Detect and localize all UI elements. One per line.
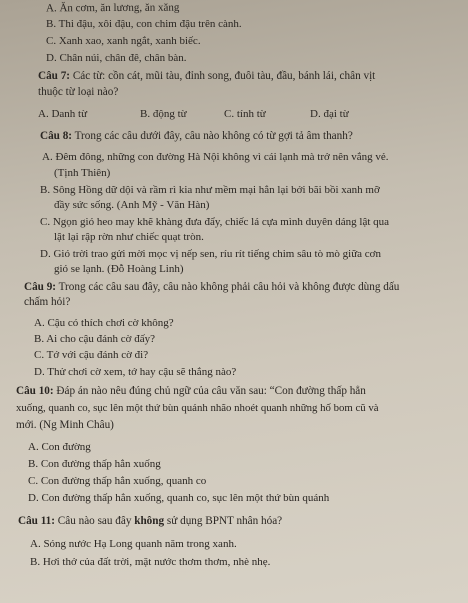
- question-7-options: [38, 108, 458, 122]
- question-11-text-bold: không: [134, 515, 165, 527]
- q8-option-d-line-2: gió se lạnh. (Đỗ Hoàng Linh): [54, 263, 184, 275]
- prev-option-c: C. Xanh xao, xanh ngắt, xanh biếc.: [46, 35, 201, 47]
- question-8-text: Trong các câu dưới đây, câu nào không có từ gợi tả âm thanh?: [72, 130, 353, 142]
- question-10-number: Câu 10:: [16, 385, 54, 397]
- q10-option-c: C. Con đường thấp hẳn xuống, quanh co: [28, 475, 207, 487]
- question-10-line-3: mới. (Ng Minh Châu): [16, 419, 114, 431]
- prev-option-a: A. Ăn cơm, ăn lương, ăn xăng: [45, 1, 180, 15]
- q8-option-b-line-2: đầy sức sống. (Anh Mỹ - Văn Hàn): [54, 199, 210, 211]
- question-9-text: Trong các câu sau đây, câu nào không phải câu hỏi và không được dùng dấu: [56, 281, 400, 293]
- question-7-text: Các từ: cồn cát, mũi tàu, đỉnh song, đuôi tàu, đầu, bánh lái, chân vịt: [70, 70, 376, 82]
- prev-option-d: D. Chân núi, chân đê, chân bàn.: [46, 52, 187, 64]
- q11-option-a: A. Sóng nước Hạ Long quanh năm trong xanh.: [30, 538, 237, 550]
- prev-option-b: B. Thi đậu, xôi đậu, con chim đậu trên cành.: [46, 18, 242, 30]
- q8-option-c-line-1: C. Ngọn gió heo may khẽ khàng đưa đẩy, chiếc lá cựa mình duyên dáng lật qua: [40, 216, 390, 228]
- question-8-number: Câu 8:: [40, 130, 73, 142]
- question-9-line-1: [24, 281, 399, 294]
- q8-option-a-line-1: A. Đêm đông, những con đường Hà Nội không vì cái lạnh mà trở nên vắng vẻ.: [42, 151, 389, 163]
- q9-option-d: D. Thử chơi cờ xem, tớ hay cậu sẽ thắng nào?: [34, 366, 237, 378]
- q7-option-c: C. tính từ: [224, 108, 266, 120]
- q10-option-b: B. Con đường thấp hẳn xuống: [28, 458, 161, 470]
- question-8-line: [40, 130, 353, 143]
- q10-option-d: D. Con đường thấp hẳn xuống, quanh co, sục lên một thứ bùn quánh: [28, 492, 330, 504]
- question-11-text-post: sử dụng BPNT nhân hóa?: [164, 515, 283, 527]
- question-10-line-1: [16, 385, 366, 398]
- q11-option-b: B. Hơi thở của đất trời, mặt nước thơm thơm, nhè nhẹ.: [30, 556, 271, 568]
- question-7-line-1: [38, 70, 375, 83]
- q7-option-b: B. động từ: [140, 108, 187, 120]
- question-10-text: Đáp án nào nêu đúng chủ ngữ của câu văn sau: “Con đường thấp hẳn: [53, 385, 366, 397]
- question-9-number: Câu 9:: [24, 281, 57, 293]
- q8-option-d-line-1: D. Gió trời trao gửi mời mọc vị nếp sen, ríu rít tiếng chim sâu tò mò giữa cơn: [40, 248, 381, 260]
- q8-option-a-line-2: (Tịnh Thiên): [54, 167, 111, 179]
- question-9-line-2: chấm hỏi?: [24, 296, 71, 308]
- q9-option-a: A. Cậu có thích chơi cờ không?: [34, 317, 174, 329]
- question-7-line-2: thuộc từ loại nào?: [38, 86, 119, 98]
- q10-option-a: A. Con đường: [28, 441, 91, 453]
- q9-option-b: B. Ai cho cậu đánh cờ đấy?: [34, 333, 155, 345]
- q8-option-b-line-1: B. Sông Hồng dữ dội và rầm rì kia như mềm mại hẳn lại bởi bãi bồi xanh mỡ: [40, 184, 380, 196]
- q9-option-c: C. Tớ với cậu đánh cờ đi?: [34, 349, 149, 361]
- q7-option-d: D. đại từ: [310, 108, 349, 120]
- question-11-number: Câu 11:: [18, 515, 55, 527]
- question-7-number: Câu 7:: [38, 70, 71, 82]
- q7-option-a: A. Danh từ: [38, 108, 88, 120]
- question-10-line-2: xuống, quanh co, sục lên một thứ bùn quánh nhão nhoét quanh những hố bom cũ và: [16, 402, 379, 414]
- question-11-line: [18, 515, 282, 528]
- question-11-text-pre: Câu nào sau đây: [55, 515, 135, 527]
- q8-option-c-line-2: lật lại rập rờn như chiếc quạt tròn.: [54, 231, 204, 243]
